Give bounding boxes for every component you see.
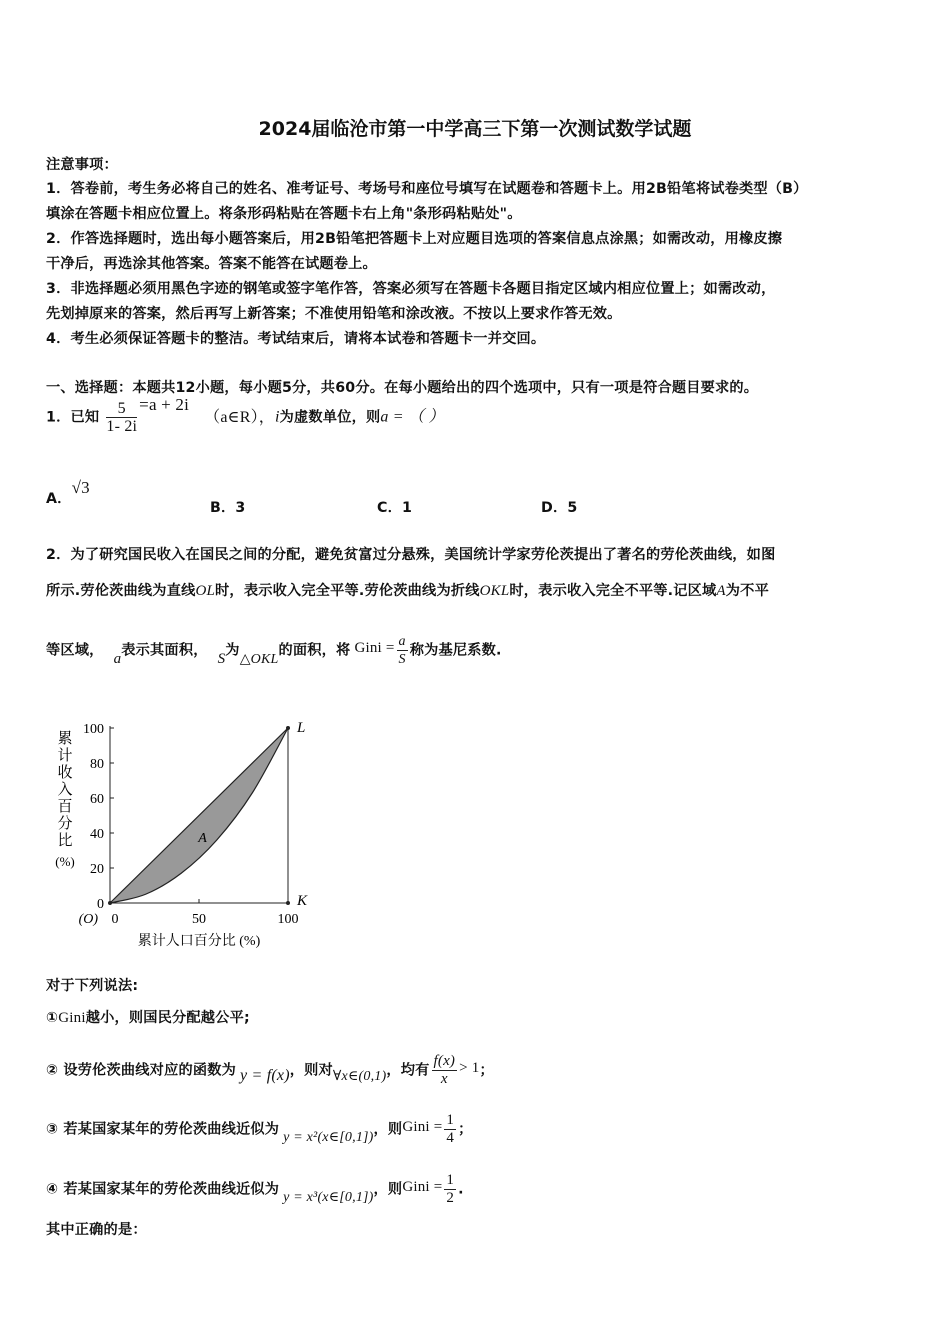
q2-line-1: 2．为了研究国民收入在国民之间的分配，避免贫富过分悬殊，美国统计学家劳伦茨提出了著名的劳伦茨曲线，如图 — [46, 547, 776, 563]
q2-line-3: 等区域， a表示其面积， S为△OKL的面积，将 Gini = $\frac{a}{S}$ 称为基尼系数. — [46, 634, 502, 667]
notice-line: 4．考生必须保证答题卡的整洁。考试结束后，请将本试卷和答题卡一并交回。 — [46, 331, 546, 347]
q1-option-b: B．3 — [210, 500, 246, 516]
y-tick-label: 20 — [90, 862, 104, 877]
closing-prompt: 其中正确的是： — [46, 1222, 147, 1238]
y-axis-label-char: 分 — [57, 816, 73, 832]
notice-line: 先划掉原来的答案，然后再写上新答案；不准使用铅笔和涂改液。不按以上要求作答无效。 — [46, 306, 622, 322]
q1-option-a: A．√3 — [46, 478, 90, 507]
notice-line: 干净后，再选涂其他答案。答案不能答在试题卷上。 — [46, 256, 377, 272]
x-axis-label: 累计人口百分比 (%) — [137, 934, 261, 949]
notice-line: 2．作答选择题时，选出每小题答案后，用2B铅笔把答题卡上对应题目选项的答案信息点涂黑；如需改动，用橡皮擦 — [46, 231, 783, 247]
point-l — [286, 726, 290, 730]
y-axis-label-char: 计 — [57, 748, 73, 764]
y-axis-label-char: 百 — [57, 799, 73, 815]
y-tick-label: 40 — [90, 827, 104, 842]
statement-4: ④ 若某国家某年的劳伦茨曲线近似为 y = x³(x∈[0,1])，则Gini = $\frac{1}{2}$ . — [46, 1172, 464, 1206]
equality-line-ol — [110, 728, 288, 903]
q1-option-c: C．1 — [377, 500, 413, 516]
point-k — [286, 901, 290, 905]
notice-line: 1．答卷前，考生务必将自己的姓名、准考证号、考场号和座位号填写在试题卷和答题卡上。用2B铅笔将试卷类型（B） — [46, 181, 808, 197]
statement-3: ③ 若某国家某年的劳伦茨曲线近似为 y = x²(x∈[0,1])，则Gini = $\frac{1}{4}$ ； — [46, 1112, 473, 1146]
y-axis-label-char: 入 — [57, 782, 73, 798]
y-axis-label-char: 收 — [57, 765, 73, 781]
x-tick-label: 100 — [277, 912, 299, 927]
y-tick-label: 80 — [90, 757, 104, 772]
y-axis-label-char: 累 — [57, 731, 73, 747]
y-tick-label: 0 — [97, 897, 104, 912]
notice-line: 填涂在答题卡相应位置上。将条形码粘贴在答题卡右上角"条形码粘贴处"。 — [46, 206, 522, 222]
q1-fraction: $\frac{5}{1- 2i}$ — [106, 400, 138, 435]
notice-heading: 注意事项： — [46, 157, 118, 173]
x-tick-label: 50 — [192, 912, 206, 927]
notice-line: 3．非选择题必须用黑色字迹的钢笔或签字笔作答，答案必须写在答题卡各题目指定区域内相应位置上；如需改动， — [46, 281, 776, 297]
y-tick-label: 100 — [83, 722, 104, 737]
q1-option-d: D．5 — [541, 500, 578, 516]
label-k: K — [297, 893, 308, 909]
label-region-a: A — [198, 830, 207, 846]
x-tick-label: 0 — [111, 912, 119, 927]
page-title: 2024届临沧市第一中学高三下第一次测试数学试题 — [258, 118, 692, 140]
statements-intro: 对于下列说法: — [46, 978, 139, 994]
y-axis-label-char: 比 — [57, 833, 73, 849]
origin-label: (O) — [78, 912, 98, 927]
statement-1: ①Gini越小，则国民分配越公平; — [46, 1010, 250, 1026]
statement-2: ② 设劳伦茨曲线对应的函数为 y = f(x)，则对∀x∈(0,1)，均有 $\frac{f(x)}{x}$ > 1； — [46, 1053, 494, 1087]
lorenz-chart — [40, 705, 330, 965]
section-heading: 一、选择题：本题共12小题，每小题5分，共60分。在每小题给出的四个选项中，只有一项是符合题目要求的。 — [46, 380, 759, 396]
q2-line-2: 所示.劳伦茨曲线为直线OL时，表示收入完全平等.劳伦茨曲线为折线OKL时，表示收入完全不平等.记区域A为不平 — [46, 583, 769, 599]
y-axis-label-unit: (%) — [55, 854, 75, 869]
label-l: L — [297, 720, 306, 736]
y-tick-label: 60 — [90, 792, 104, 807]
question-1: 1．已知 $\frac{5}{1- 2i}$ =a + 2i （a∈R），i为虚数单位，则a = （ ） — [46, 394, 445, 435]
